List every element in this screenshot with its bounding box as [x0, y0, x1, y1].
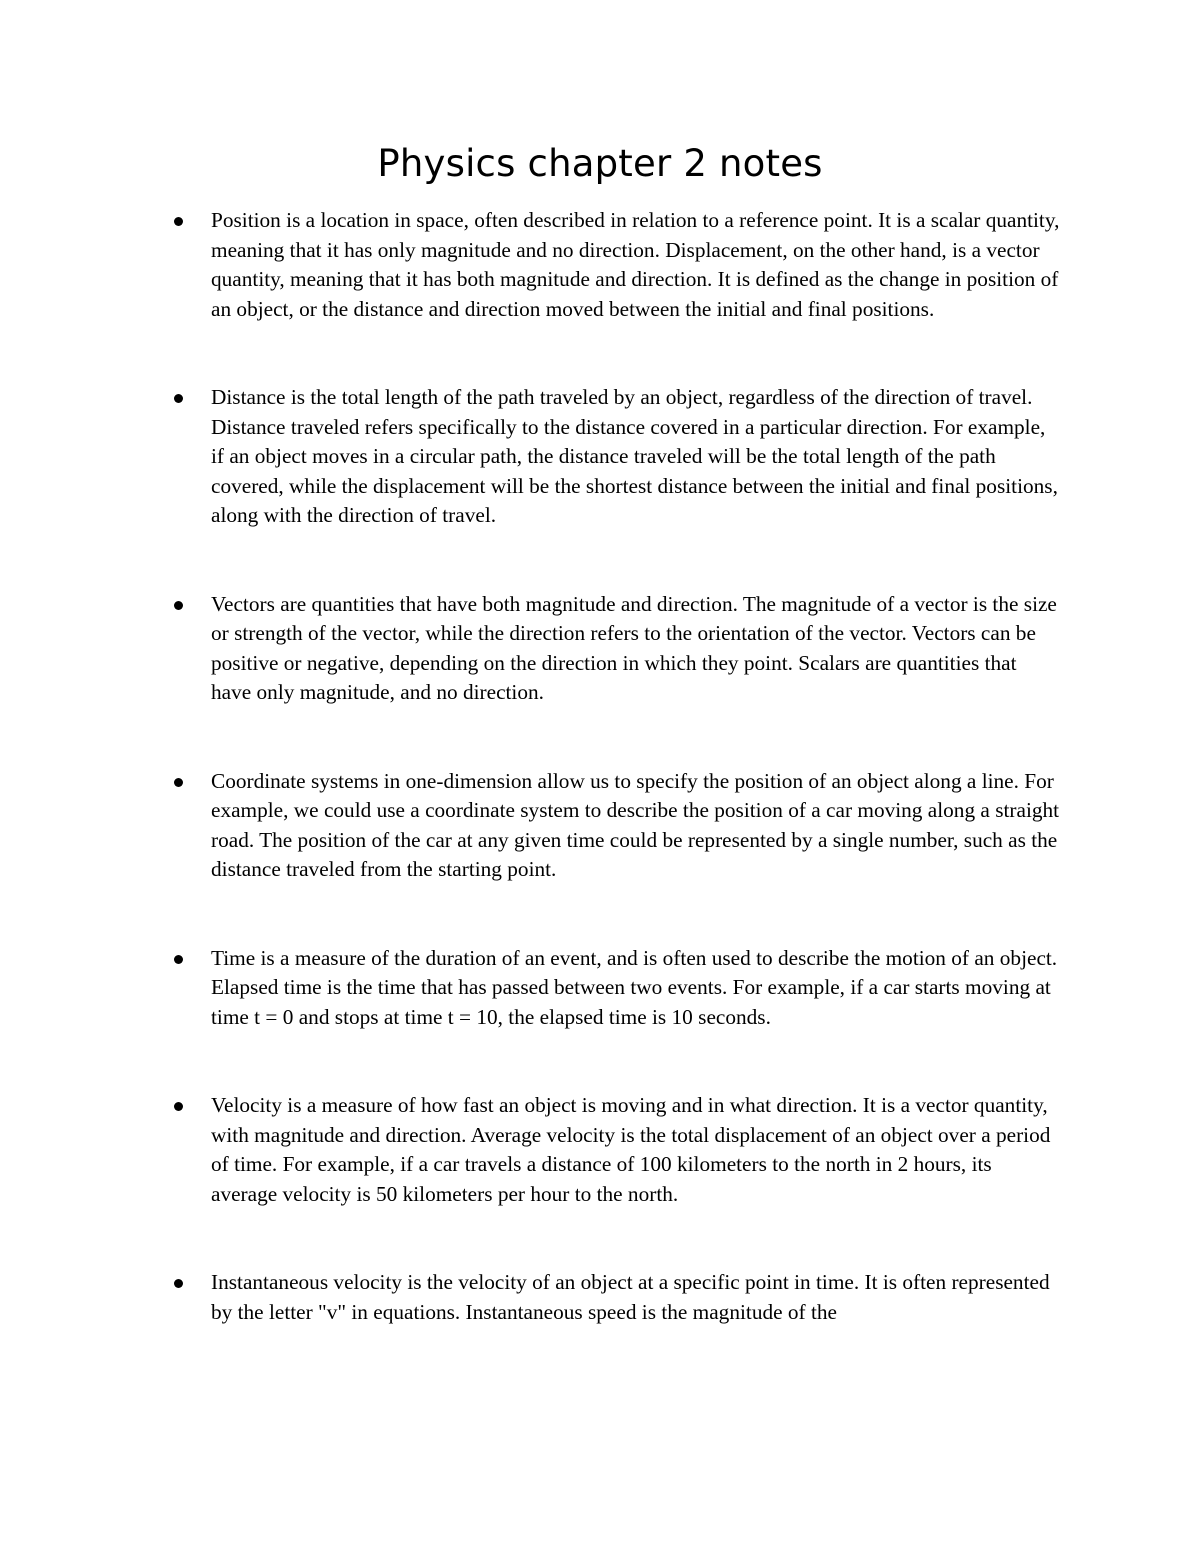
note-text: Coordinate systems in one-dimension allow us to specify the position of an object along a line. For example, we could use a coordinate system to describe the position of a car moving along a straight road. The position of the car at any given time could be represented by a single number, such as the distance traveled from the starting point.	[211, 768, 1060, 881]
note-item	[0, 383, 1061, 531]
note-item	[0, 1091, 1061, 1209]
bullet-icon	[174, 217, 183, 226]
note-text: Vectors are quantities that have both magnitude and direction. The magnitude of a vector is the size or strength of the vector, while the direction refers to the orientation of the vector. Vectors can be positive or negative, depending on the direction in which they point. Scalars are quantities that have only magnitude, and no direction.	[211, 591, 1057, 704]
bullet-icon	[174, 394, 183, 403]
note-item	[0, 767, 1061, 885]
note-item	[0, 206, 1061, 324]
note-text: Instantaneous velocity is the velocity of an object at a specific point in time. It is often represented by the letter "v" in equations. Instantaneous speed is the magnitude of the	[211, 1270, 1050, 1324]
note-text: Distance is the total length of the path traveled by an object, regardless of the direction of travel. Distance traveled refers specifically to the distance covered in a particular direction. For example, if an object moves in a circular path, the distance traveled will be the total length of the path covered, while the displacement will be the shortest distance between the initial and final positions, along with the direction of travel.	[211, 385, 1058, 527]
note-item	[0, 944, 1061, 1033]
note-text: Time is a measure of the duration of an event, and is often used to describe the motion of an object. Elapsed time is the time that has passed between two events. For example, if a car starts moving at time t = 0 and stops at time t = 10, the elapsed time is 10 seconds.	[211, 945, 1058, 1029]
bullet-icon	[174, 601, 183, 610]
bullet-icon	[174, 1102, 183, 1111]
bullet-icon	[174, 1279, 183, 1288]
note-text: Position is a location in space, often described in relation to a reference point. It is a scalar quantity, meaning that it has only magnitude and no direction. Displacement, on the other hand, is a vector quantity, meaning that it has both magnitude and direction. It is defined as the change in position of an object, or the distance and direction moved between the initial and final positions.	[211, 208, 1060, 321]
note-item	[0, 1268, 1061, 1327]
document-title: Physics chapter 2 notes	[377, 142, 823, 185]
note-item	[0, 590, 1061, 708]
bullet-icon	[174, 778, 183, 787]
note-text: Velocity is a measure of how fast an object is moving and in what direction. It is a vector quantity, with magnitude and direction. Average velocity is the total displacement of an object over a period of time. For example, if a car travels a distance of 100 kilometers to the north in 2 hours, its average velocity is 50 kilometers per hour to the north.	[211, 1093, 1051, 1206]
bullet-icon	[174, 955, 183, 964]
notes-list	[0, 206, 1200, 1386]
